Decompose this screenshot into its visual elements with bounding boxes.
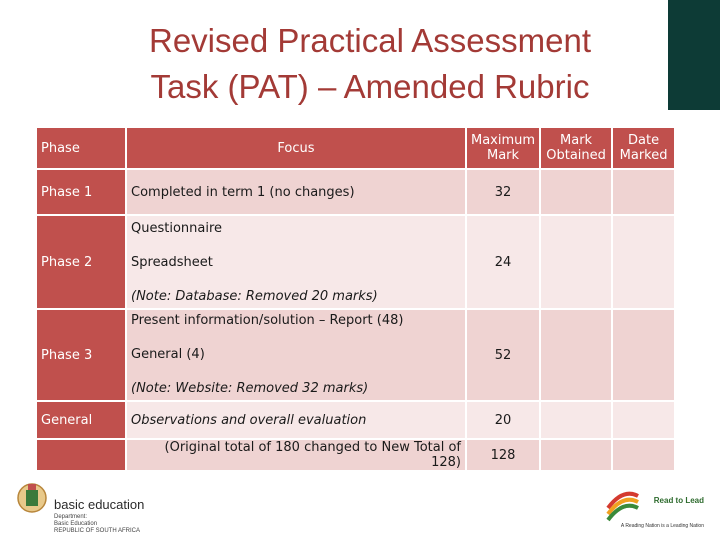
header-max-mark-line1: Maximum <box>471 133 536 148</box>
phase-cell: Phase 2 <box>37 216 125 308</box>
country-name: REPUBLIC OF SOUTH AFRICA <box>54 528 141 534</box>
max-mark-cell: 20 <box>467 402 539 438</box>
total-date-cell[interactable] <box>613 440 674 470</box>
focus-item: General (4) <box>131 347 205 362</box>
header-obtained-line1: Mark <box>560 133 593 148</box>
header-date-line2: Marked <box>619 148 668 163</box>
mark-obtained-cell[interactable] <box>541 310 611 400</box>
table-row <box>37 216 674 308</box>
focus-cell: Completed in term 1 (no changes) <box>127 170 465 214</box>
header-date-marked <box>613 128 674 168</box>
phase-cell: Phase 3 <box>37 310 125 400</box>
focus-note: (Note: Database: Removed 20 marks) <box>131 289 378 304</box>
header-phase: Phase <box>37 128 125 168</box>
mark-obtained-cell[interactable] <box>541 402 611 438</box>
total-value: 128 <box>467 440 539 470</box>
focus-item: Spreadsheet <box>131 255 213 270</box>
rubric-table <box>35 126 676 472</box>
focus-note: (Note: Website: Removed 32 marks) <box>131 381 369 396</box>
table-header-row <box>37 128 674 168</box>
table-row <box>37 402 674 438</box>
date-marked-cell[interactable] <box>613 170 674 214</box>
mark-obtained-cell[interactable] <box>541 216 611 308</box>
max-mark-cell: 24 <box>467 216 539 308</box>
focus-cell <box>127 216 465 308</box>
title-line-2: Task (PAT) – Amended Rubric <box>150 68 590 105</box>
read-to-lead-tagline: A Reading Nation is a Leading Nation <box>620 523 704 529</box>
title-line-1: Revised Practical Assessment <box>148 22 591 59</box>
department-label: Department: <box>54 514 88 520</box>
date-marked-cell[interactable] <box>613 402 674 438</box>
header-max-mark <box>467 128 539 168</box>
focus-cell: Observations and overall evaluation <box>127 402 465 438</box>
date-marked-cell[interactable] <box>613 216 674 308</box>
header-date-line1: Date <box>628 133 660 148</box>
basic-education-sub <box>54 514 140 535</box>
header-obtained-line2: Obtained <box>546 148 606 163</box>
header-max-mark-line2: Mark <box>487 148 520 163</box>
date-marked-cell[interactable] <box>613 310 674 400</box>
total-label: (Original total of 180 changed to New Total of 128) <box>127 440 465 470</box>
basic-education-logo-text: basic education <box>54 497 145 512</box>
focus-item: Questionnaire <box>131 221 223 236</box>
table-row <box>37 170 674 214</box>
slide-title <box>60 18 680 110</box>
department-name: Basic Education <box>54 521 98 527</box>
max-mark-cell: 32 <box>467 170 539 214</box>
focus-cell <box>127 310 465 400</box>
phase-cell: General <box>37 402 125 438</box>
phase-cell: Phase 1 <box>37 170 125 214</box>
table-row <box>37 310 674 400</box>
focus-item: Present information/solution – Report (48) <box>131 313 404 328</box>
total-obtained-cell[interactable] <box>541 440 611 470</box>
header-mark-obtained <box>541 128 611 168</box>
header-focus: Focus <box>127 128 465 168</box>
top-bar <box>0 0 720 6</box>
max-mark-cell: 52 <box>467 310 539 400</box>
read-to-lead-logo-text: Read to Lead <box>653 496 704 505</box>
mark-obtained-cell[interactable] <box>541 170 611 214</box>
